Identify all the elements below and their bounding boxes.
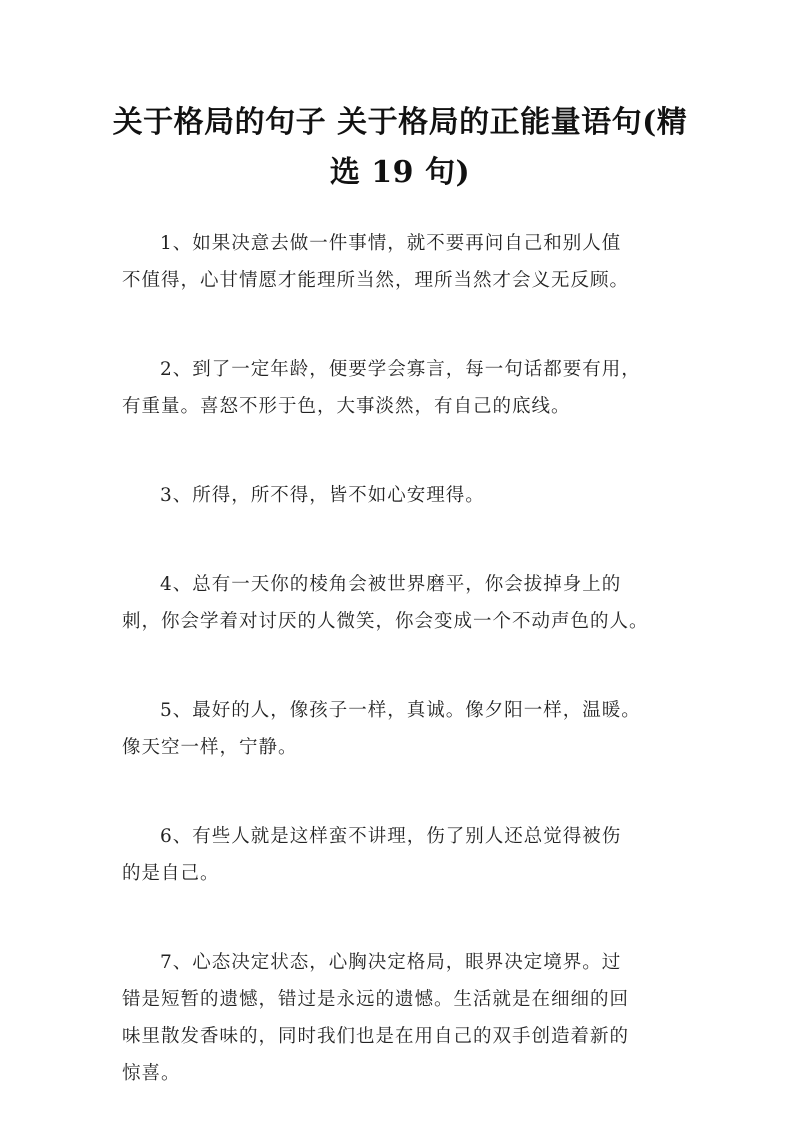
paragraph-2 [122, 351, 692, 425]
paragraph-line: 2、到了一定年龄，便要学会寡言，每一句话都要有用， [160, 359, 641, 380]
paragraph-line: 5、最好的人，像孩子一样，真诚。像夕阳一样，温暖。 [160, 700, 641, 721]
paragraph-line: 4、总有一天你的棱角会被世界磨平，你会拔掉身上的 [160, 574, 622, 595]
paragraph-line: 1、如果决意去做一件事情，就不要再问自己和别人值 [160, 233, 622, 254]
document-title [100, 98, 700, 198]
paragraph-line: 刺，你会学着对讨厌的人微笑，你会变成一个不动声色的人。 [122, 611, 649, 632]
paragraph-line: 7、心态决定状态，心胸决定格局，眼界决定境界。过 [160, 952, 622, 973]
document-body [122, 225, 692, 1144]
title-line: 选 19 句) [329, 155, 471, 190]
paragraph-line: 味里散发香味的，同时我们也是在用自己的双手创造着新的 [122, 1026, 630, 1047]
paragraph-6 [122, 818, 692, 892]
title-line: 关于格局的句子 关于格局的正能量语句(精 [112, 105, 688, 140]
paragraph-7 [122, 944, 692, 1092]
paragraph-line: 6、有些人就是这样蛮不讲理，伤了别人还总觉得被伤 [160, 826, 622, 847]
paragraph-line: 错是短暂的遗憾，错过是永远的遗憾。生活就是在细细的回 [122, 989, 630, 1010]
paragraph-3 [122, 477, 692, 514]
paragraph-line: 有重量。喜怒不形于色，大事淡然，有自己的底线。 [122, 396, 571, 417]
paragraph-line: 惊喜。 [122, 1063, 181, 1084]
paragraph-4 [122, 566, 692, 640]
paragraph-line: 3、所得，所不得，皆不如心安理得。 [160, 485, 485, 506]
paragraph-line: 不值得，心甘情愿才能理所当然，理所当然才会义无反顾。 [122, 270, 630, 291]
paragraph-1 [122, 225, 692, 299]
paragraph-line: 的是自己。 [122, 863, 220, 884]
paragraph-5 [122, 692, 692, 766]
paragraph-line: 像天空一样，宁静。 [122, 737, 298, 758]
